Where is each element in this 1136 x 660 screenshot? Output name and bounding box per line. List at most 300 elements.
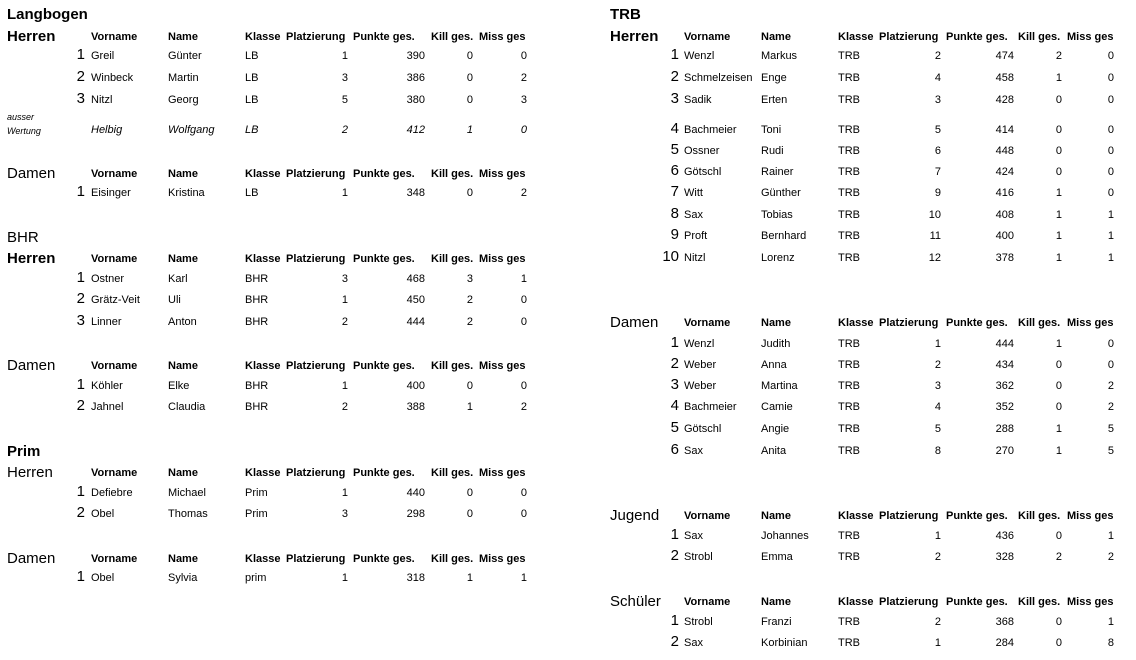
rank-number: 2 <box>670 355 679 372</box>
rank-number: 5 <box>670 141 679 158</box>
cell-klasse: TRB <box>838 401 860 413</box>
cell-punkte: 458 <box>995 72 1014 84</box>
cell-klasse: TRB <box>838 50 860 62</box>
cell-vorname: Jahnel <box>91 401 124 413</box>
group-label-trb-schueler: Schüler <box>610 593 661 610</box>
header-miss: Miss ges <box>479 253 526 265</box>
cell-kill: 2 <box>1055 551 1062 563</box>
section-title-langbogen: Langbogen <box>7 6 88 23</box>
cell-miss: 2 <box>520 187 527 199</box>
cell-kill: 0 <box>466 94 473 106</box>
cell-vorname: Wenzl <box>684 338 715 350</box>
cell-miss: 0 <box>520 124 527 136</box>
header-name: Name <box>168 553 198 565</box>
cell-name: Korbinian <box>761 637 808 649</box>
cell-kill: 0 <box>1055 359 1062 371</box>
header-name: Name <box>168 168 198 180</box>
rank-number: 2 <box>76 68 85 85</box>
cell-vorname: Sax <box>684 445 703 457</box>
cell-kill: 0 <box>1055 94 1062 106</box>
cell-name: Bernhard <box>761 230 807 242</box>
cell-klasse: TRB <box>838 230 860 242</box>
cell-miss: 0 <box>520 487 527 499</box>
cell-platzierung: 3 <box>341 508 348 520</box>
cell-kill: 1 <box>1055 72 1062 84</box>
cell-klasse: LB <box>245 124 259 136</box>
header-klasse: Klasse <box>838 510 874 522</box>
cell-vorname: Grätz-Veit <box>91 294 140 306</box>
cell-platzierung: 11 <box>929 230 941 242</box>
rank-number: 2 <box>76 504 85 521</box>
cell-klasse: BHR <box>245 294 269 306</box>
header-punkte: Punkte ges. <box>946 317 1008 329</box>
cell-kill: 0 <box>1055 124 1062 136</box>
cell-name: Uli <box>168 294 181 306</box>
header-klasse: Klasse <box>838 31 874 43</box>
rank-number: 3 <box>76 90 85 107</box>
cell-name: Erten <box>761 94 788 106</box>
cell-punkte: 428 <box>995 94 1014 106</box>
cell-name: Karl <box>168 273 188 285</box>
header-miss: Miss ges <box>1067 31 1114 43</box>
cell-kill: 1 <box>466 572 473 584</box>
cell-name: Angie <box>761 423 790 435</box>
cell-platzierung: 5 <box>341 94 348 106</box>
cell-platzierung: 1 <box>341 294 348 306</box>
cell-vorname: Eisinger <box>91 187 131 199</box>
cell-punkte: 386 <box>406 72 425 84</box>
header-punkte: Punkte ges. <box>946 510 1008 522</box>
cell-vorname: Ossner <box>684 145 720 157</box>
header-vorname: Vorname <box>91 467 138 479</box>
rank-number: 10 <box>662 248 679 265</box>
cell-punkte: 380 <box>406 94 425 106</box>
header-name: Name <box>761 317 791 329</box>
cell-vorname: Defiebre <box>91 487 133 499</box>
rank-number: 2 <box>670 633 679 650</box>
section-title-trb: TRB <box>610 6 641 23</box>
header-punkte: Punkte ges. <box>353 168 415 180</box>
cell-kill: 1 <box>1055 338 1062 350</box>
header-platz: Platzierung <box>286 168 346 180</box>
cell-klasse: BHR <box>245 380 269 392</box>
header-punkte: Punkte ges. <box>353 467 415 479</box>
cell-klasse: TRB <box>838 166 860 178</box>
cell-miss: 5 <box>1107 423 1114 435</box>
header-platz: Platzierung <box>879 31 939 43</box>
cell-miss: 0 <box>1107 359 1114 371</box>
cell-kill: 1 <box>1055 423 1062 435</box>
cell-name: Markus <box>761 50 798 62</box>
cell-punkte: 414 <box>995 124 1014 136</box>
cell-klasse: Prim <box>245 508 268 520</box>
cell-miss: 0 <box>1107 72 1114 84</box>
cell-name: Michael <box>168 487 206 499</box>
header-platz: Platzierung <box>286 31 346 43</box>
cell-klasse: TRB <box>838 209 860 221</box>
ausser-label-2: Wertung <box>7 126 41 136</box>
cell-name: Enge <box>761 72 787 84</box>
header-miss: Miss ges <box>479 31 526 43</box>
group-label-prim-herren: Herren <box>7 464 53 481</box>
cell-klasse: TRB <box>838 124 860 136</box>
header-klasse: Klasse <box>245 360 281 372</box>
cell-name: Martina <box>761 380 798 392</box>
cell-name: Claudia <box>168 401 206 413</box>
cell-punkte: 378 <box>995 252 1014 264</box>
cell-miss: 0 <box>1107 50 1114 62</box>
header-vorname: Vorname <box>684 31 731 43</box>
cell-kill: 2 <box>466 316 473 328</box>
cell-name: Tobias <box>761 209 793 221</box>
cell-vorname: Helbig <box>91 124 123 136</box>
cell-vorname: Sax <box>684 209 703 221</box>
cell-punkte: 328 <box>995 551 1014 563</box>
group-label-bhr-damen: Damen <box>7 357 56 374</box>
cell-name: Elke <box>168 380 190 392</box>
cell-kill: 0 <box>1055 616 1062 628</box>
header-kill: Kill ges. <box>431 31 474 43</box>
cell-platzierung: 9 <box>934 187 941 199</box>
header-klasse: Klasse <box>245 168 281 180</box>
cell-punkte: 416 <box>995 187 1014 199</box>
header-platz: Platzierung <box>286 553 346 565</box>
cell-platzierung: 10 <box>928 209 941 221</box>
cell-kill: 1 <box>1055 187 1062 199</box>
cell-klasse: Prim <box>245 487 268 499</box>
cell-kill: 0 <box>1055 401 1062 413</box>
rank-number: 4 <box>670 397 679 414</box>
rank-number: 1 <box>76 376 85 393</box>
cell-miss: 0 <box>520 50 527 62</box>
header-vorname: Vorname <box>91 360 138 372</box>
cell-platzierung: 8 <box>934 445 941 457</box>
cell-klasse: TRB <box>838 338 860 350</box>
cell-platzierung: 2 <box>341 124 348 136</box>
cell-klasse: TRB <box>838 637 860 649</box>
header-vorname: Vorname <box>91 553 138 565</box>
cell-platzierung: 1 <box>934 530 941 542</box>
cell-vorname: Witt <box>684 187 703 199</box>
cell-kill: 0 <box>1055 637 1062 649</box>
cell-vorname: Sax <box>684 637 703 649</box>
cell-platzierung: 2 <box>341 401 348 413</box>
cell-kill: 0 <box>466 187 473 199</box>
cell-miss: 0 <box>1107 94 1114 106</box>
header-klasse: Klasse <box>245 253 281 265</box>
rank-number: 1 <box>76 483 85 500</box>
cell-vorname: Schmelzeisen <box>684 72 753 84</box>
cell-platzierung: 3 <box>341 273 348 285</box>
header-vorname: Vorname <box>91 31 138 43</box>
group-label-lb-herren: Herren <box>7 28 56 45</box>
cell-platzierung: 5 <box>934 423 941 435</box>
header-platz: Platzierung <box>286 360 346 372</box>
header-kill: Kill ges. <box>1018 596 1061 608</box>
cell-vorname: Nitzl <box>91 94 113 106</box>
cell-vorname: Bachmeier <box>684 401 737 413</box>
cell-miss: 8 <box>1107 637 1114 649</box>
cell-miss: 0 <box>1107 124 1114 136</box>
cell-punkte: 436 <box>995 530 1014 542</box>
cell-miss: 1 <box>1107 252 1114 264</box>
cell-name: Lorenz <box>761 252 795 264</box>
cell-klasse: BHR <box>245 273 269 285</box>
rank-number: 5 <box>670 419 679 436</box>
header-platz: Platzierung <box>286 467 346 479</box>
cell-vorname: Obel <box>91 508 115 520</box>
cell-punkte: 368 <box>995 616 1014 628</box>
cell-punkte: 284 <box>995 637 1014 649</box>
cell-platzierung: 12 <box>928 252 941 264</box>
cell-name: Emma <box>761 551 793 563</box>
rank-number: 2 <box>76 397 85 414</box>
cell-name: Thomas <box>168 508 208 520</box>
header-punkte: Punkte ges. <box>353 553 415 565</box>
header-punkte: Punkte ges. <box>353 360 415 372</box>
cell-kill: 0 <box>1055 166 1062 178</box>
cell-kill: 1 <box>1055 445 1062 457</box>
cell-platzierung: 1 <box>341 572 348 584</box>
cell-vorname: Köhler <box>91 380 123 392</box>
cell-vorname: Strobl <box>684 551 713 563</box>
cell-klasse: TRB <box>838 359 860 371</box>
cell-klasse: TRB <box>838 423 860 435</box>
cell-klasse: TRB <box>838 252 860 264</box>
cell-kill: 3 <box>466 273 473 285</box>
header-kill: Kill ges. <box>431 467 474 479</box>
cell-name: Franzi <box>761 616 792 628</box>
cell-vorname: Wenzl <box>684 50 715 62</box>
cell-punkte: 388 <box>406 401 425 413</box>
cell-miss: 0 <box>1107 145 1114 157</box>
cell-platzierung: 2 <box>934 50 941 62</box>
cell-platzierung: 7 <box>934 166 941 178</box>
cell-klasse: TRB <box>838 72 860 84</box>
cell-miss: 2 <box>1107 551 1114 563</box>
cell-name: Günter <box>168 50 202 62</box>
cell-miss: 1 <box>1107 616 1114 628</box>
cell-miss: 1 <box>1107 530 1114 542</box>
cell-name: Günther <box>761 187 801 199</box>
header-kill: Kill ges. <box>431 253 474 265</box>
cell-name: Anita <box>761 445 787 457</box>
cell-platzierung: 2 <box>934 551 941 563</box>
cell-vorname: Sax <box>684 530 703 542</box>
cell-kill: 0 <box>466 50 473 62</box>
cell-kill: 0 <box>1055 380 1062 392</box>
cell-name: Toni <box>761 124 782 136</box>
cell-platzierung: 2 <box>934 616 941 628</box>
cell-kill: 0 <box>466 380 473 392</box>
cell-klasse: LB <box>245 94 259 106</box>
cell-name: Camie <box>761 401 793 413</box>
header-vorname: Vorname <box>684 596 731 608</box>
header-kill: Kill ges. <box>1018 31 1061 43</box>
header-name: Name <box>168 467 198 479</box>
cell-kill: 2 <box>1055 50 1062 62</box>
cell-name: Kristina <box>168 187 205 199</box>
cell-punkte: 390 <box>406 50 425 62</box>
cell-klasse: TRB <box>838 187 860 199</box>
header-platz: Platzierung <box>879 317 939 329</box>
cell-punkte: 362 <box>995 380 1014 392</box>
header-vorname: Vorname <box>91 253 138 265</box>
ausser-label-1: ausser <box>7 112 35 122</box>
cell-vorname: Bachmeier <box>684 124 737 136</box>
cell-punkte: 270 <box>995 445 1014 457</box>
cell-punkte: 450 <box>406 294 425 306</box>
header-kill: Kill ges. <box>431 553 474 565</box>
group-label-trb-herren: Herren <box>610 28 659 45</box>
cell-platzierung: 2 <box>934 359 941 371</box>
cell-miss: 3 <box>520 94 527 106</box>
cell-punkte: 408 <box>995 209 1014 221</box>
cell-kill: 2 <box>466 294 473 306</box>
header-punkte: Punkte ges. <box>946 31 1008 43</box>
rank-number: 1 <box>670 46 679 63</box>
group-label-trb-jugend: Jugend <box>610 507 660 524</box>
cell-kill: 0 <box>466 72 473 84</box>
group-label-lb-damen: Damen <box>7 165 56 182</box>
rank-number: 2 <box>76 290 85 307</box>
cell-kill: 1 <box>466 124 473 136</box>
header-miss: Miss ges <box>1067 317 1114 329</box>
cell-miss: 2 <box>520 401 527 413</box>
cell-klasse: BHR <box>245 401 269 413</box>
rank-number: 6 <box>670 162 679 179</box>
header-platz: Platzierung <box>879 510 939 522</box>
header-name: Name <box>168 31 198 43</box>
cell-miss: 2 <box>520 72 527 84</box>
rank-number: 1 <box>76 183 85 200</box>
cell-punkte: 400 <box>995 230 1014 242</box>
header-miss: Miss ges <box>1067 510 1114 522</box>
header-klasse: Klasse <box>838 596 874 608</box>
header-kill: Kill ges. <box>431 168 474 180</box>
cell-punkte: 468 <box>406 273 425 285</box>
cell-platzierung: 1 <box>341 487 348 499</box>
cell-miss: 2 <box>1107 401 1114 413</box>
cell-platzierung: 3 <box>341 72 348 84</box>
cell-vorname: Götschl <box>684 423 722 435</box>
cell-vorname: Greil <box>91 50 115 62</box>
rank-number: 1 <box>76 269 85 286</box>
cell-kill: 0 <box>1055 530 1062 542</box>
cell-miss: 0 <box>1107 166 1114 178</box>
cell-miss: 5 <box>1107 445 1114 457</box>
cell-platzierung: 6 <box>934 145 941 157</box>
header-name: Name <box>168 253 198 265</box>
header-platz: Platzierung <box>879 596 939 608</box>
rank-number: 3 <box>76 312 85 329</box>
header-vorname: Vorname <box>684 510 731 522</box>
cell-vorname: Obel <box>91 572 115 584</box>
cell-platzierung: 1 <box>934 338 941 350</box>
cell-miss: 1 <box>520 572 527 584</box>
cell-name: Judith <box>761 338 791 350</box>
section-title-prim: Prim <box>7 443 41 460</box>
cell-punkte: 288 <box>995 423 1014 435</box>
header-miss: Miss ges <box>479 360 526 372</box>
cell-vorname: Weber <box>684 380 717 392</box>
header-miss: Miss ges <box>479 467 526 479</box>
cell-vorname: Linner <box>91 316 122 328</box>
cell-vorname: Winbeck <box>91 72 134 84</box>
header-kill: Kill ges. <box>1018 317 1061 329</box>
cell-klasse: prim <box>245 572 267 584</box>
cell-klasse: TRB <box>838 94 860 106</box>
cell-platzierung: 2 <box>341 316 348 328</box>
cell-klasse: TRB <box>838 551 860 563</box>
rank-number: 8 <box>670 205 679 222</box>
header-name: Name <box>168 360 198 372</box>
cell-platzierung: 4 <box>934 72 941 84</box>
section-title-bhr: BHR <box>7 229 39 246</box>
header-klasse: Klasse <box>245 31 281 43</box>
cell-platzierung: 5 <box>934 124 941 136</box>
cell-kill: 1 <box>1055 209 1062 221</box>
cell-kill: 1 <box>1055 252 1062 264</box>
group-label-bhr-herren: Herren <box>7 250 56 267</box>
header-name: Name <box>761 596 791 608</box>
cell-kill: 0 <box>466 487 473 499</box>
header-klasse: Klasse <box>245 467 281 479</box>
rank-number: 1 <box>76 46 85 63</box>
rank-number: 9 <box>670 226 679 243</box>
cell-miss: 1 <box>1107 230 1114 242</box>
cell-vorname: Ostner <box>91 273 125 285</box>
cell-miss: 0 <box>520 294 527 306</box>
header-miss: Miss ges <box>1067 596 1114 608</box>
header-klasse: Klasse <box>838 317 874 329</box>
header-platz: Platzierung <box>286 253 346 265</box>
cell-klasse: TRB <box>838 380 860 392</box>
rank-number: 2 <box>670 68 679 85</box>
header-miss: Miss ges <box>479 168 526 180</box>
cell-miss: 0 <box>1107 338 1114 350</box>
cell-punkte: 318 <box>406 572 425 584</box>
cell-name: Rainer <box>761 166 794 178</box>
cell-klasse: TRB <box>838 616 860 628</box>
cell-platzierung: 1 <box>341 380 348 392</box>
cell-platzierung: 3 <box>934 94 941 106</box>
group-label-prim-damen: Damen <box>7 550 56 567</box>
cell-name: Georg <box>168 94 199 106</box>
header-name: Name <box>761 510 791 522</box>
cell-punkte: 444 <box>406 316 425 328</box>
cell-platzierung: 1 <box>934 637 941 649</box>
cell-name: Wolfgang <box>168 124 215 136</box>
header-punkte: Punkte ges. <box>946 596 1008 608</box>
header-miss: Miss ges <box>479 553 526 565</box>
rank-number: 3 <box>670 90 679 107</box>
cell-punkte: 400 <box>406 380 425 392</box>
cell-punkte: 474 <box>995 50 1014 62</box>
header-kill: Kill ges. <box>1018 510 1061 522</box>
header-kill: Kill ges. <box>431 360 474 372</box>
rank-number: 4 <box>670 120 679 137</box>
cell-kill: 0 <box>466 508 473 520</box>
rank-number: 6 <box>670 441 679 458</box>
rank-number: 1 <box>76 568 85 585</box>
cell-punkte: 424 <box>995 166 1014 178</box>
cell-punkte: 440 <box>406 487 425 499</box>
cell-kill: 1 <box>1055 230 1062 242</box>
cell-punkte: 348 <box>406 187 425 199</box>
cell-platzierung: 1 <box>341 187 348 199</box>
cell-kill: 0 <box>1055 145 1062 157</box>
